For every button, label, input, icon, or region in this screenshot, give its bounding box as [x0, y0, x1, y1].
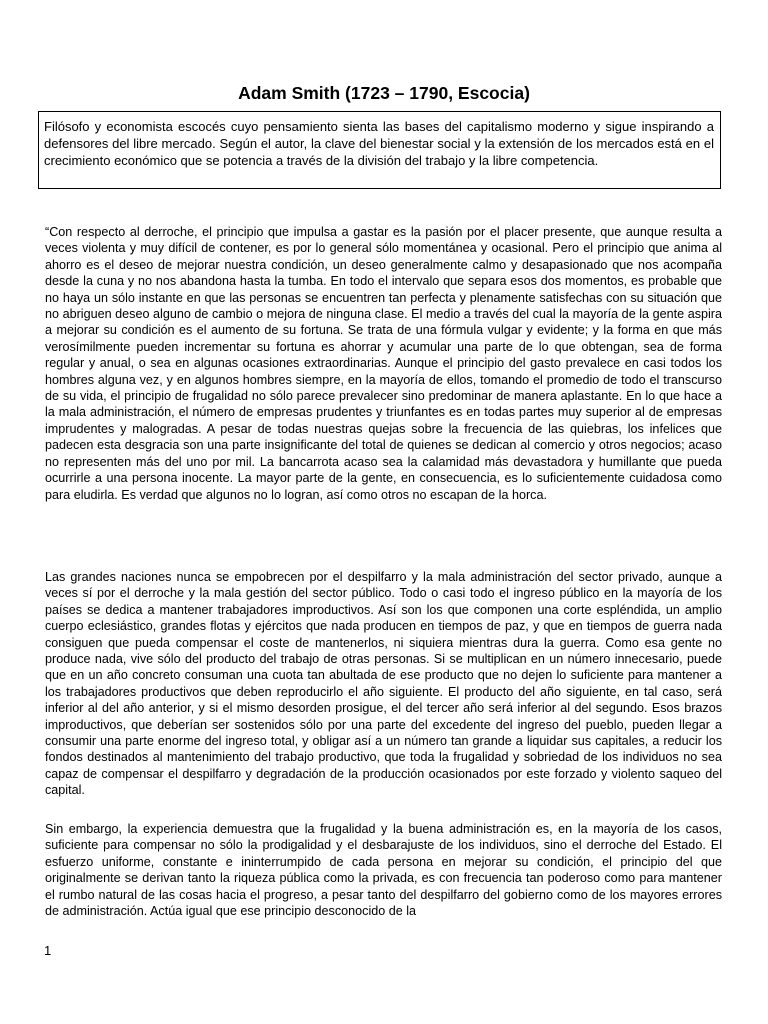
- body-paragraph: Sin embargo, la experiencia demuestra que la frugalidad y la buena administración es, en la mayoría de los casos, suficiente para compensar no sólo la prodigalidad y el desbarajuste de los individuos, sino el derroche del Estado. El esfuerzo uniforme, constante e ininterrumpido de cada persona en mejorar su condición, el principio del que originalmente se derivan tanto la riqueza pública como la privada, es con frecuencia tan poderoso como para mantener el rumbo natural de las cosas hacia el progreso, a pesar tanto del despilfarro del gobierno como de los mayores errores de administración. Actúa igual que ese principio desconocido de la: [45, 822, 722, 919]
- body-paragraph: Las grandes naciones nunca se empobrecen por el despilfarro y la mala administración del sector privado, aunque a veces sí por el derroche y la mala gestión del sector público. Todo o casi todo el ingreso público en la mayoría de los países se dedica a mantener trabajadores improductivos. Así son los que componen una corte espléndida, un amplio cuerpo eclesiástico, grandes flotas y ejércitos que nada producen en tiempos de paz, y que en tiempos de guerra nada consiguen que pueda compensar el coste de mantenerlos, ni siquiera mientras dura la guerra. Como esa gente no produce nada, vive sólo del producto del trabajo de otras personas. Si se multiplican en un número innecesario, puede que en un año concreto consuman una cuota tan abultada de ese producto que no dejen lo suficiente para mantener a los trabajadores productivos que deben reproducirlo el año siguiente. El producto del año siguiente, en tal caso, será inferior al del año anterior, y si el mismo desorden prosigue, el del tercer año será inferior al del segundo. Esos brazos improductivos, que deberían ser sostenidos sólo por una parte del excedente del ingreso del pueblo, pueden llegar a consumir una parte enorme del ingreso total, y obligar así a un número tan grande a liquidar sus capitales, a reducir los fondos destinados al mantenimiento del trabajo productivo, que toda la frugalidad y sobriedad de los individuos no sea capaz de compensar el despilfarro y degradación de la producción ocasionados por este forzado y violento saqueo del capital.: [45, 570, 722, 798]
- page-title: Adam Smith (1723 – 1790, Escocia): [238, 83, 530, 103]
- page-number: 1: [44, 943, 52, 958]
- body-paragraph: “Con respecto al derroche, el principio que impulsa a gastar es la pasión por el placer presente, que aunque resulta a veces violenta y muy difícil de contener, es por lo general sólo momentánea y ocasional. Pero el principio que anima al ahorro es el deseo de mejorar nuestra condición, un deseo generalmente calmo y desapasionado que nos acompaña desde la cuna y no nos abandona hasta la tumba. En todo el intervalo que separa esos dos momentos, es probable que no haya un sólo instante en que las personas se encuentren tan perfecta y plenamente satisfechas con su situación que no abriguen deseo alguno de cambio o mejora de ninguna clase. El medio a través del cual la mayoría de la gente aspira a mejorar su condición es el aumento de su fortuna. Se trata de una fórmula vulgar y evidente; y la forma en que más verosímilmente pueden incrementar su fortuna es ahorrar y acumular una parte de lo que obtengan, sea de forma regular y anual, o sea en algunas ocasiones extraordinarias. Aunque el principio del gasto prevalece en casi todos los hombres alguna vez, y en algunos hombres siempre, en la mayoría de ellos, tomando el promedio de todo el transcurso de su vida, el principio de frugalidad no sólo parece prevalecer sino predominar de manera aplastante. En lo que hace a la mala administración, el número de empresas prudentes y triunfantes es en todas partes muy superior al de empresas imprudentes y malogradas. A pesar de todas nuestras quejas sobre la frecuencia de las quiebras, los infelices que padecen esta desgracia son una parte insignificante del total de quienes se dedican al comercio y otros negocios; acaso no representen más del uno por mil. La bancarrota acaso sea la calamidad más devastadora y humillante que pueda ocurrirle a una persona inocente. La mayor parte de la gente, en consecuencia, es lo suficientemente cuidadosa como para eludirla. Es verdad que algunos no lo logran, así como otros no escapan de la horca.: [45, 225, 722, 502]
- summary-box: Filósofo y economista escocés cuyo pensamiento sienta las bases del capitalismo moderno y sigue inspirando a defensores del libre mercado. Según el autor, la clave del bienestar social y la extensión de los mercados está en el crecimiento económico que se potencia a través de la división del trabajo y la libre competencia.: [38, 111, 721, 189]
